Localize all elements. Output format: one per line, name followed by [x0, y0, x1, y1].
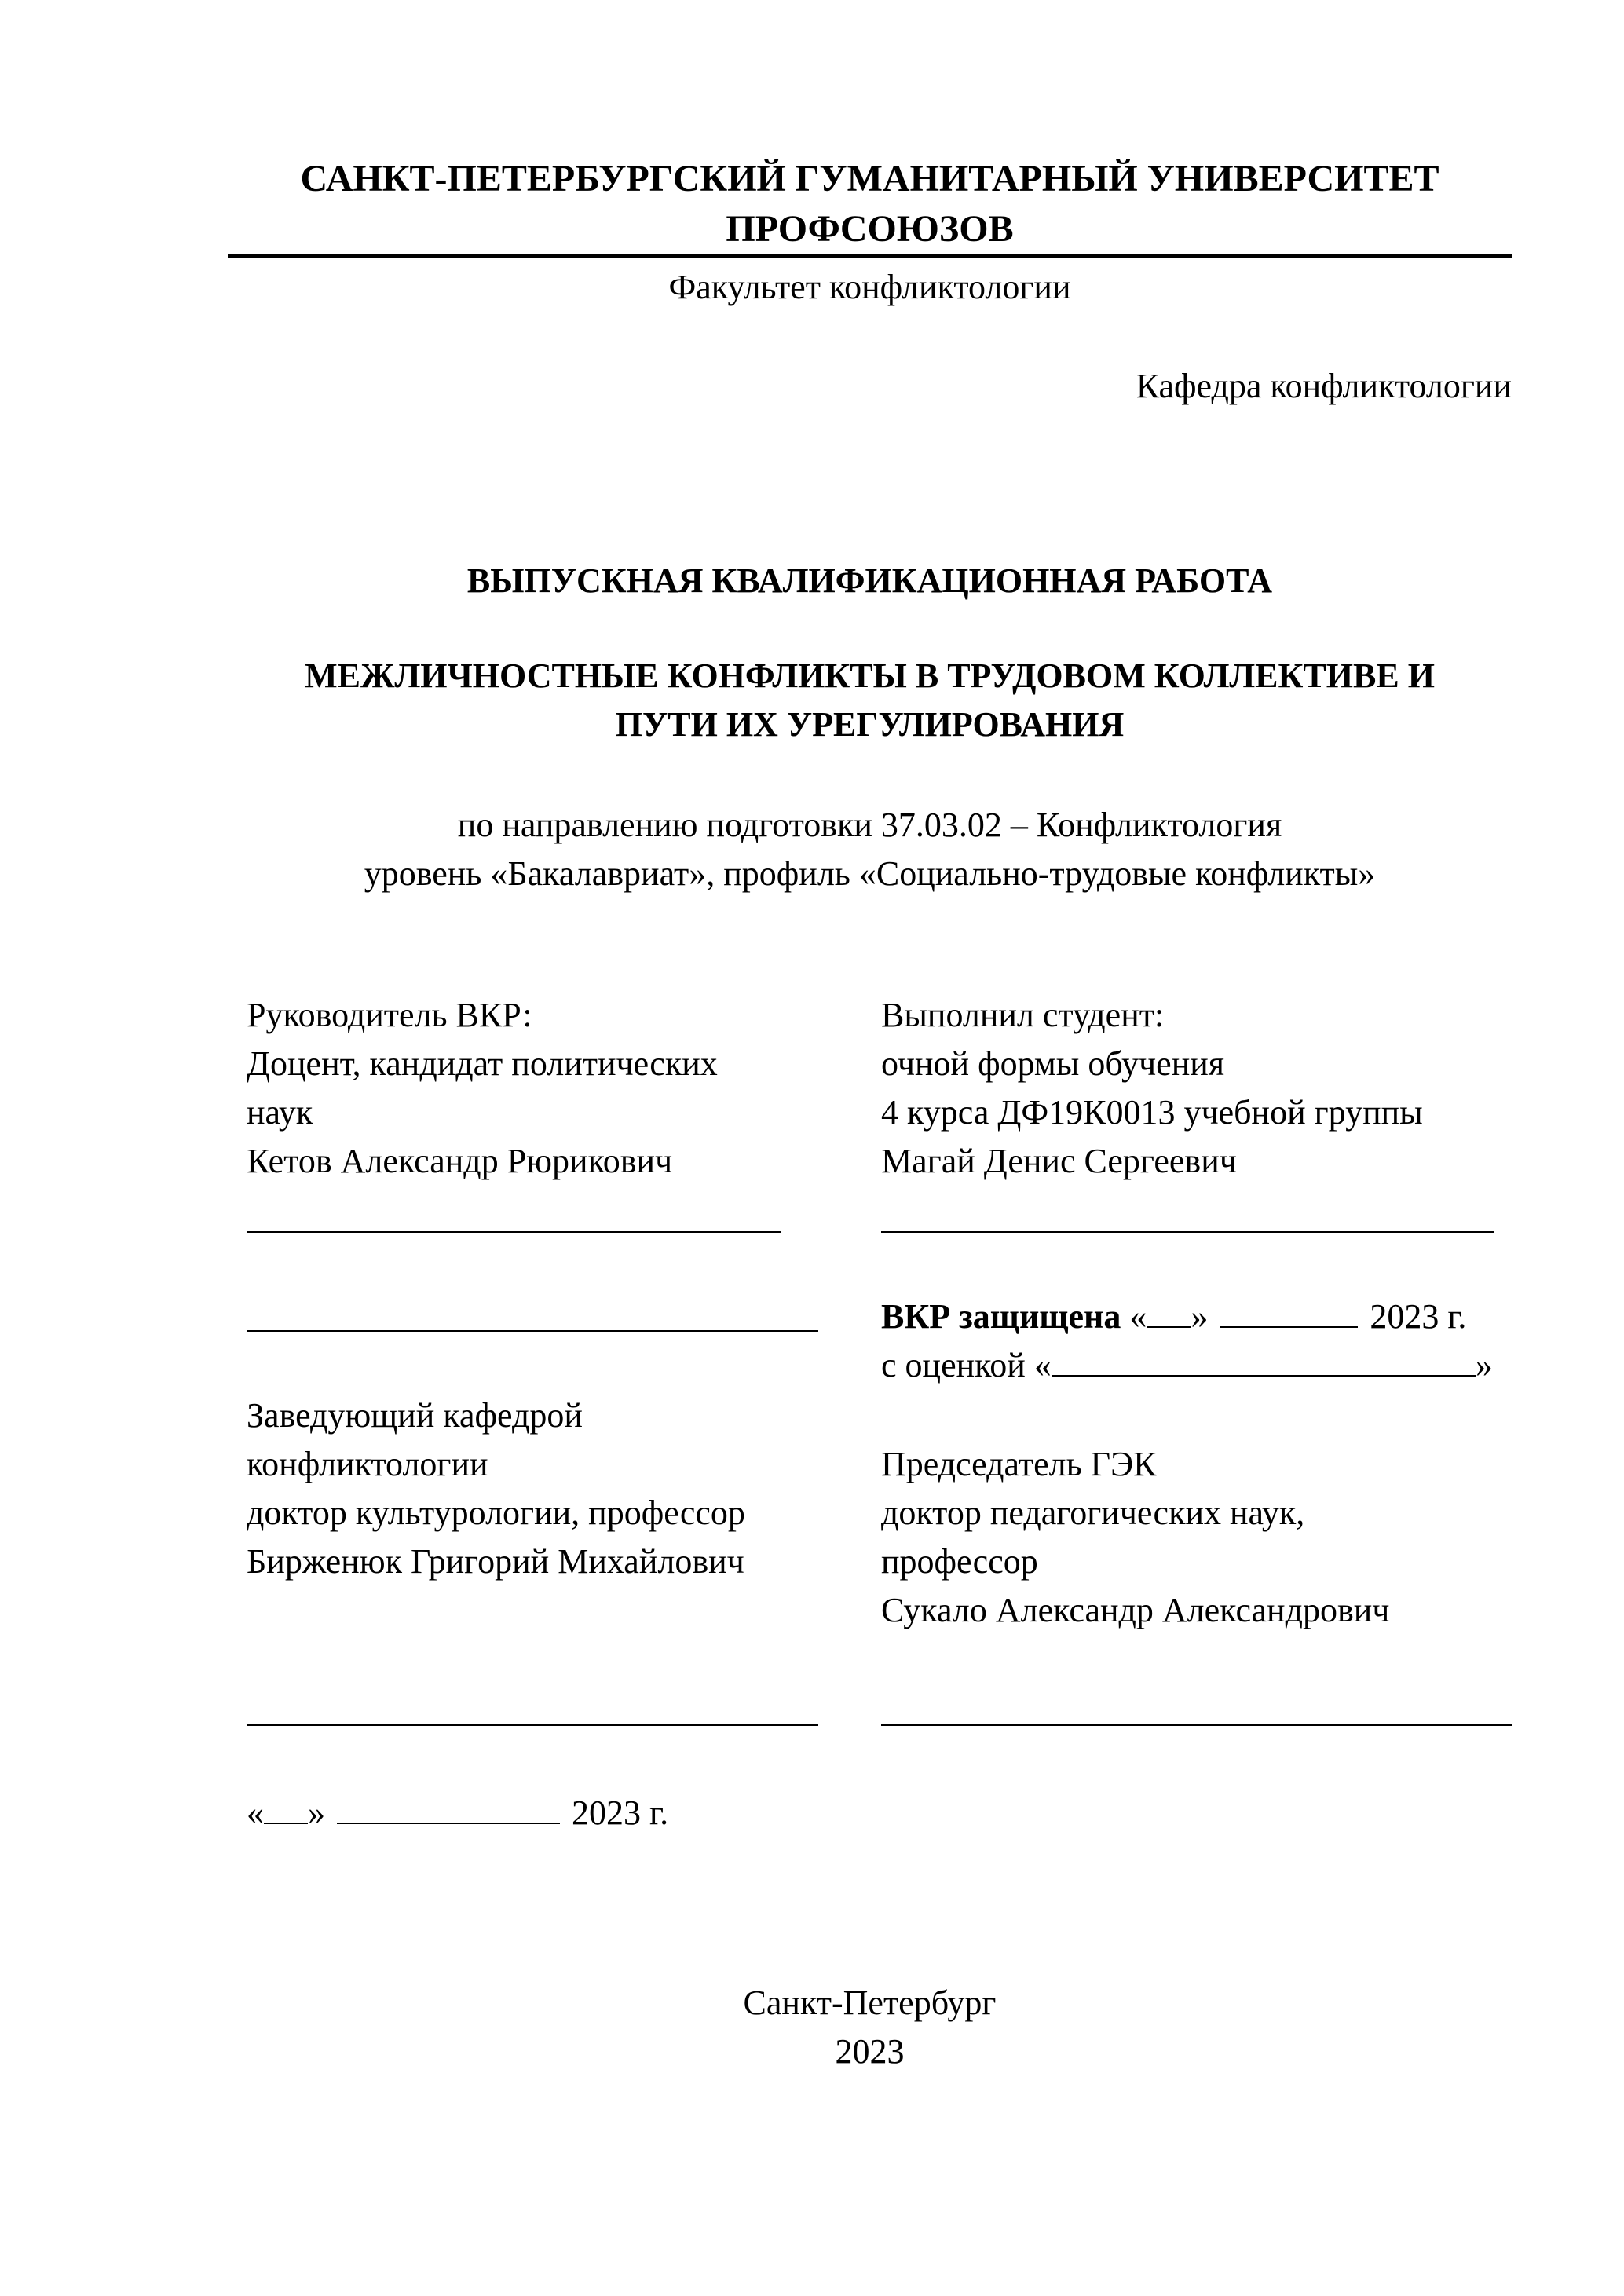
footer-year: 2023: [835, 2032, 905, 2071]
work-topic-line1: МЕЖЛИЧНОСТНЫЕ КОНФЛИКТЫ В ТРУДОВОМ КОЛЛЕКТИВЕ И: [305, 656, 1435, 695]
commission-chair-block: [881, 1440, 1525, 1635]
date-month-blank: [337, 1823, 560, 1824]
work-topic-line2: ПУТИ ИХ УРЕГУЛИРОВАНИЯ: [615, 705, 1125, 744]
defense-open-quote: «: [1129, 1297, 1147, 1336]
student-block: [881, 991, 1525, 1186]
date-year: 2023 г.: [572, 1793, 669, 1832]
head-signature-line: [247, 1724, 818, 1726]
grade-blank: [1052, 1375, 1476, 1377]
defense-line: [881, 1292, 1517, 1341]
student-study-form: очной формы обучения: [881, 1044, 1225, 1083]
student-name: Магай Денис Сергеевич: [881, 1142, 1237, 1180]
supervisor-label: Руководитель ВКР:: [247, 996, 532, 1034]
work-type: ВЫПУСКНАЯ КВАЛИФИКАЦИОННАЯ РАБОТА: [466, 561, 1273, 600]
defense-month-blank: [1220, 1326, 1358, 1328]
date-line: [247, 1789, 875, 1837]
university-name-line1: САНКТ-ПЕТЕРБУРГСКИЙ ГУМАНИТАРНЫЙ УНИВЕРСИТЕТ: [300, 158, 1439, 199]
work-topic: [228, 652, 1512, 749]
footer-city: Санкт-Петербург: [743, 1983, 997, 2022]
grade-label: с оценкой «: [881, 1346, 1052, 1384]
defense-year: 2023 г.: [1370, 1297, 1467, 1336]
defense-block: [881, 1292, 1517, 1390]
university-name: [228, 154, 1512, 254]
faculty-name: Факультет конфликтологии: [668, 268, 1071, 306]
grade-close-quote: »: [1475, 1346, 1493, 1384]
grade-line: [881, 1341, 1517, 1390]
date-open-quote: «: [247, 1793, 264, 1832]
blank-signature-line: [247, 1330, 818, 1332]
head-label: Заведующий кафедрой: [247, 1396, 583, 1435]
footer: [228, 1979, 1512, 2076]
study-direction: [228, 801, 1512, 898]
student-group: 4 курса ДФ19К0013 учебной группы: [881, 1093, 1423, 1132]
head-of-department-block: [247, 1391, 843, 1586]
defense-close-quote: »: [1191, 1297, 1209, 1336]
head-department: конфликтологии: [247, 1445, 488, 1483]
chair-label: Председатель ГЭК: [881, 1445, 1157, 1483]
department-name: Кафедра конфликтологии: [1136, 367, 1512, 405]
chair-title-line1: доктор педагогических наук,: [881, 1493, 1305, 1532]
student-label: Выполнил студент:: [881, 996, 1165, 1034]
supervisor-signature-line: [247, 1231, 781, 1233]
supervisor-title-line2: наук: [247, 1093, 313, 1132]
study-direction-line1: по направлению подготовки 37.03.02 – Конфликтология: [457, 806, 1282, 844]
supervisor-name: Кетов Александр Рюрикович: [247, 1142, 673, 1180]
chair-name: Сукало Александр Александрович: [881, 1591, 1390, 1629]
head-name: Бирженюк Григорий Михайлович: [247, 1542, 744, 1581]
study-direction-line2: уровень «Бакалавриат», профиль «Социально-трудовые конфликты»: [364, 854, 1376, 893]
supervisor-title-line1: Доцент, кандидат политических: [247, 1044, 718, 1083]
date-close-quote: »: [308, 1793, 325, 1832]
head-title: доктор культурологии, профессор: [247, 1493, 745, 1532]
supervisor-block: [247, 991, 843, 1186]
student-signature-line: [881, 1231, 1494, 1233]
university-name-line2: ПРОФСОЮЗОВ: [726, 208, 1014, 250]
header-rule: [228, 254, 1512, 258]
chair-title-line2: профессор: [881, 1542, 1038, 1581]
defense-day-blank: [1147, 1326, 1191, 1328]
defense-label: ВКР защищена: [881, 1297, 1121, 1336]
date-day-blank: [264, 1823, 308, 1824]
chair-signature-line: [881, 1724, 1512, 1726]
